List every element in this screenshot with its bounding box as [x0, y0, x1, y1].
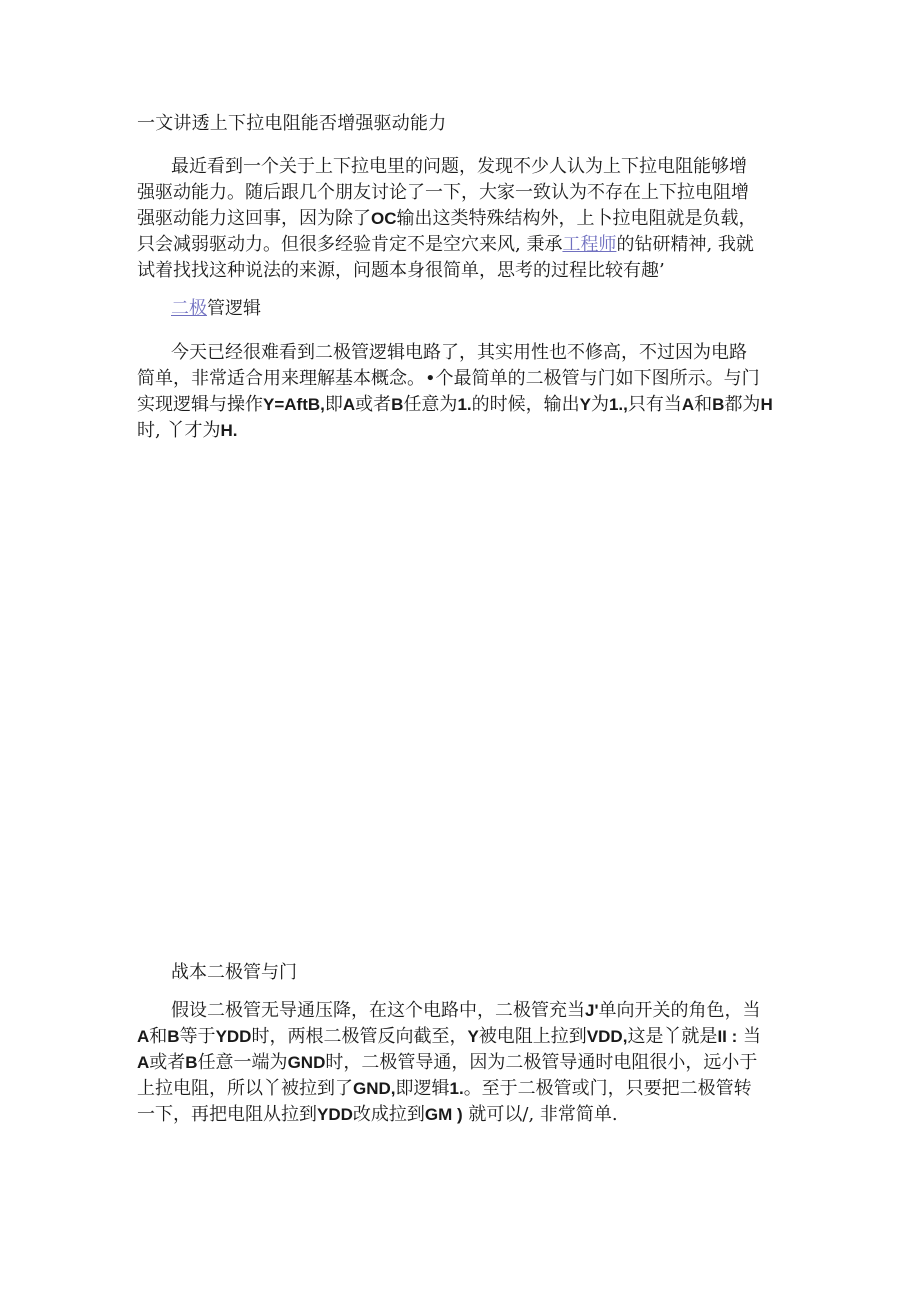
text-run: GND, — [353, 1079, 396, 1098]
text-run: 被电阻上拉到 — [478, 1026, 587, 1047]
text-run: Y — [467, 1027, 479, 1046]
text-run: 强驱动能力这回事，因为除了 — [137, 208, 371, 229]
text-run: 即 — [324, 394, 343, 415]
figure-placeholder-blank — [137, 460, 787, 940]
text-run: 只会减弱驱动力。但很多经验肯定不是空穴来风, 秉承 — [137, 234, 563, 255]
text-run: 任意为 — [403, 394, 458, 415]
diode-link[interactable]: 二极 — [171, 298, 207, 319]
text-run: 和 — [149, 1026, 168, 1047]
text-run: YDD — [215, 1027, 252, 1046]
figure-caption: 战本二极管与门 — [171, 962, 297, 983]
text-run: 都为 — [724, 394, 761, 415]
text-run: 当 — [737, 1026, 762, 1047]
text-run: 1. — [457, 395, 472, 414]
text-run: 。至于二极管或门，只要把二极管转 — [463, 1078, 752, 1099]
text-run: 强驱动能力。随后跟几个朋友讨论了一下，大家一致认为不存在上下拉电阻增 — [137, 182, 749, 203]
text-run: 今天已经很难看到二极管逻辑电路了，其实用性也不修高，不过因为电路 — [171, 342, 747, 363]
text-run: 单向开关的角色，当 — [598, 1000, 761, 1021]
text-run: 只有当 — [627, 394, 682, 415]
text-run: 1. — [449, 1079, 464, 1098]
text-run: 时，二极管导通，因为二极管导通时电阻很小，远小于 — [325, 1052, 758, 1073]
text-run: A — [342, 395, 356, 414]
text-run: II : — [717, 1027, 738, 1046]
text-run: A — [137, 1053, 150, 1072]
text-run: VDD, — [586, 1027, 628, 1046]
text-run: 改成拉到 — [352, 1104, 425, 1125]
text-run: 简单，非常适合用来理解基本概念。•个最简单的二极管与门如下图所示。与门 — [137, 368, 760, 389]
text-run: 等于 — [179, 1026, 216, 1047]
text-run: 管逻辑 — [207, 298, 261, 319]
text-run: 这是丫就是 — [627, 1026, 718, 1047]
text-run: Y=AftB, — [263, 395, 325, 414]
text-run: 或者 — [149, 1052, 186, 1073]
text-run: B — [712, 395, 725, 414]
text-run: 即逻辑 — [395, 1078, 450, 1099]
text-run: 时, 丫才为 — [137, 420, 221, 441]
text-run: 试着找找这种说法的来源，问题本身很简单，思考的过程比较有趣’ — [137, 260, 665, 281]
diode-and-gate-paragraph — [137, 340, 787, 444]
text-run: 输出这类特殊结构外，上卜拉电阻就是负载， — [396, 208, 757, 229]
section-heading-diode-logic — [171, 296, 261, 322]
text-run: 假设二极管无导通压降，在这个电路中，二极管充当 — [171, 1000, 585, 1021]
text-run: 最近看到一个关于上下拉电里的问题，发现不少人认为上下拉电阻能够增 — [171, 156, 747, 177]
text-run: B — [167, 1027, 180, 1046]
text-run: 就可以/, 非常简单. — [462, 1104, 618, 1125]
text-run: GM ) — [424, 1105, 463, 1124]
text-run: OC — [371, 209, 397, 228]
text-run: H — [760, 395, 773, 414]
intro-paragraph — [137, 154, 787, 284]
text-run: YDD — [317, 1105, 353, 1124]
text-run: 时，两根二极管反向截至， — [251, 1026, 468, 1047]
text-run: A — [137, 1027, 150, 1046]
document-title: 一文讲透上下拉电阻能否增强驱动能力 — [137, 113, 447, 134]
text-run: 的时候，输出 — [471, 394, 580, 415]
text-run: 的钻研精神, 我就 — [616, 234, 754, 255]
text-run: 一下，再把电阻从拉到 — [137, 1104, 317, 1125]
text-run: GND — [287, 1053, 326, 1072]
text-run: B — [391, 395, 404, 414]
text-run: 上拉电阻，所以丫被拉到了 — [137, 1078, 353, 1099]
text-run: B — [185, 1053, 198, 1072]
text-run: H. — [220, 421, 238, 440]
text-run: 任意一端为 — [197, 1052, 288, 1073]
text-run: Y — [579, 395, 591, 414]
text-run: J' — [585, 1001, 599, 1020]
text-run: 或者 — [355, 394, 392, 415]
engineer-link[interactable]: 工程师 — [562, 234, 617, 255]
text-run: 1., — [608, 395, 628, 414]
text-run: 和 — [694, 394, 713, 415]
text-run: 实现逻辑与操作 — [137, 394, 263, 415]
text-run: A — [681, 395, 695, 414]
text-run: 为 — [590, 394, 609, 415]
diode-operation-paragraph — [137, 998, 787, 1128]
